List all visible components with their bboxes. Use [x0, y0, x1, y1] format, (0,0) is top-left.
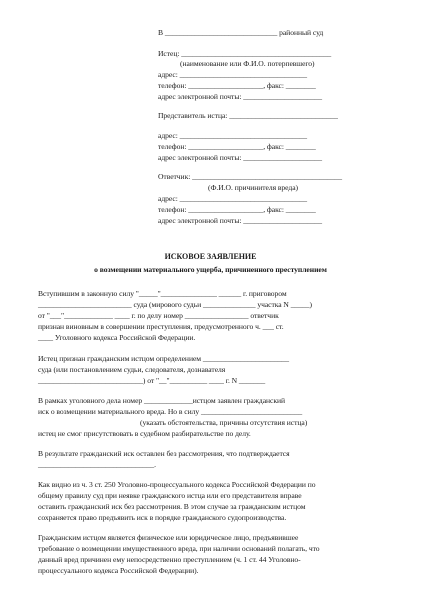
p5-line-1: Как видно из ч. 3 ст. 250 Уголовно-процессуального кодекса Российской Федерации по [38, 480, 316, 489]
defendant-line: Ответчик: ________________________________________ [158, 172, 342, 181]
p5-line-4: сохраняется право предъявить иск в порядке гражданского судопроизводства. [38, 513, 287, 522]
defendant-address: адрес: __________________________________ [158, 194, 308, 203]
representative-address: адрес: __________________________________ [158, 131, 308, 140]
document-title: ИСКОВОЕ ЗАЯВЛЕНИЕ [164, 252, 257, 261]
representative-line: Представитель истца: _____________________________ [158, 111, 338, 120]
plaintiff-address: адрес: __________________________________ [158, 70, 308, 79]
p2-line-2: суда (или постановлением судьи, следователя, дознавателя [38, 365, 226, 374]
defendant-email: адрес электронной почты: _____________________ [158, 216, 322, 225]
p1-line-3: от "___"_____________ ____ г. по делу номер _________________ ответчик [38, 311, 279, 320]
plaintiff-caption: (наименование или Ф.И.О. потерпевшего) [180, 59, 315, 68]
p1-line-2: _________________________ суда (мирового судьи ______________ участка N _____) [38, 300, 312, 309]
defendant-caption: (Ф.И.О. причинителя вреда) [208, 183, 299, 192]
p2-line-3: ____________________________) от "__"__________ ____ г. N _______ [38, 376, 266, 385]
p5-line-3: оставить гражданский иск без рассмотрения. В этом случае за гражданским истцом [38, 502, 306, 511]
p3-line-1: В рамках уголовного дела номер _____________истцом заявлен гражданский [38, 396, 286, 405]
p3-line-4: истец не смог присутствовать в судебном разбирательстве по делу. [38, 429, 251, 438]
p3-line-2: иск о возмещении материального вреда. Но в силу ___________________________ [38, 407, 303, 416]
court-line: В ______________________________ районный суд [158, 28, 324, 37]
p1-line-1: Вступившим в законную силу "_____"_______________ ______ г. приговором [38, 289, 287, 298]
representative-phone: телефон: ____________________, факс: ________ [158, 142, 316, 151]
p2-line-1: Истец признан гражданским истцом определением _______________________ [38, 354, 290, 363]
p5-line-2: общему правилу суд при неявке гражданского истца или его представителя вправе [38, 491, 302, 500]
p6-line-3: данный вред причинен ему непосредственно преступлением (ч. 1 ст. 44 Уголовно- [38, 555, 301, 564]
p6-line-1: Гражданским истцом является физическое или юридическое лицо, предъявившее [38, 533, 299, 542]
plaintiff-email: адрес электронной почты: _____________________ [158, 92, 322, 101]
p6-line-2: требование о возмещении имущественного вреда, при наличии оснований полагать, что [38, 544, 320, 553]
p3-line-3: (указать обстоятельства, причины отсутствия истца) [140, 418, 308, 427]
p6-line-4: процессуального кодекса Российской Федерации). [38, 566, 199, 575]
defendant-phone: телефон: ____________________, факс: ________ [158, 205, 316, 214]
p1-line-4: признан виновным в совершении преступления, предусмотренного ч. ___ ст. [38, 322, 284, 331]
p4-line-1: В результате гражданский иск оставлен без рассмотрения, что подтверждается [38, 449, 290, 458]
p1-line-5: ____ Уголовного кодекса Российской Федерации. [38, 333, 196, 342]
plaintiff-line: Истец: ________________________________________ [158, 49, 332, 58]
p4-line-2: _______________________________. [38, 460, 157, 469]
representative-email: адрес электронной почты: _____________________ [158, 153, 322, 162]
plaintiff-phone: телефон: ____________________, факс: ________ [158, 81, 316, 90]
document-subtitle: о возмещении материального ущерба, причиненного преступлением [94, 265, 327, 274]
